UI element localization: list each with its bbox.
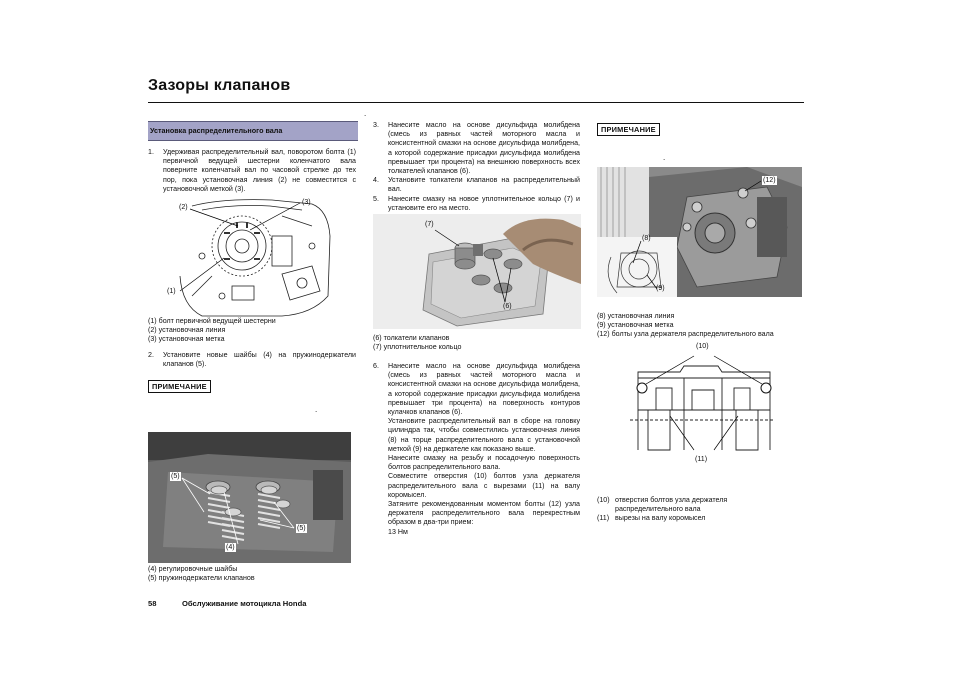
step-number: 3.: [373, 121, 379, 129]
fig4-label-9: (9): [656, 284, 665, 292]
bolt-holes-diagram: [630, 350, 775, 462]
caption-item: (5) пружинодержатели клапанов: [148, 574, 255, 583]
step-text: Удерживая распределительный вал, поворотом болта (1) первичной ведущей шестерни коленчатого вала поверните коленчатый вал по часовой стрелке до тех пор, пока установочная линия (2) не совместится с установочной меткой (3).: [163, 148, 356, 193]
caption-item: [597, 514, 802, 523]
caption-item: [597, 496, 802, 514]
fig5-captions: [597, 496, 802, 524]
fig1-label-1: (1): [167, 287, 176, 295]
fig4-captions: [597, 312, 774, 340]
fig4-label-12: (12): [763, 176, 776, 184]
fig4-label-8: (8): [642, 234, 651, 242]
camshaft-holder-photo: [597, 167, 802, 297]
fig3-captions: [373, 334, 461, 352]
step-paragraph: Установите распределительный вал в сборе на головку цилиндра так, чтобы совместились установочная линия (8) на торце распределительного вала с установочной меткой (9) на держателе как показано выше.: [388, 417, 580, 453]
caption-item: (4) регулировочные шайбы: [148, 565, 238, 573]
caption-item: (2) установочная линия: [148, 326, 226, 335]
fig2-label-5b: (5): [297, 524, 306, 532]
step-number: 4.: [373, 176, 379, 185]
page-title: Зазоры клапанов: [148, 77, 291, 94]
tappets-photo: [373, 214, 581, 329]
step-text: Нанесите смазку на новое уплотнительное кольцо (7) и установите его на место.: [388, 194, 580, 212]
page-number: 58: [148, 599, 157, 608]
step-2: [148, 351, 356, 369]
caption-number: (11): [597, 514, 610, 523]
step-text: Установите толкатели клапанов на распределительный вал.: [388, 176, 580, 194]
fig5-label-10: (10): [696, 342, 709, 350]
caption-number: (10): [597, 496, 610, 504]
step-number: 1.: [148, 148, 154, 156]
step-3: [373, 121, 580, 176]
step-6: [373, 362, 580, 537]
footer-title: Обслуживание мотоцикла Honda: [182, 599, 307, 608]
crankshaft-figure: [162, 196, 334, 318]
fig1-label-3: (3): [302, 198, 311, 206]
note-label: ПРИМЕЧАНИЕ: [597, 123, 660, 136]
step-text: Установите новые шайбы (4) на пружинодержатели клапанов (5).: [163, 351, 356, 369]
caption-text: отверстия болтов узла держателя распределительного вала: [615, 496, 728, 514]
step-number: 5.: [373, 194, 379, 203]
step-paragraph: Затяните рекомендованным моментом болты (12) узла держателя распределительного вала перекрестным образом в два-три прием:: [388, 500, 580, 527]
stray-dot: .: [315, 405, 318, 414]
caption-item: (7) уплотнительное кольцо: [373, 343, 462, 352]
caption-item: (12) болты узла держателя распределительного вала: [597, 330, 774, 339]
caption-item: (1) болт первичной ведущей шестерни: [148, 317, 276, 325]
step-5: [373, 195, 580, 213]
fig2-captions: [148, 565, 255, 583]
header-rule: [148, 102, 804, 103]
step-paragraph: Нанесите смазку на резьбу и посадочную поверхность болтов распределительного вала.: [388, 454, 580, 472]
fig1-label-2: (2): [179, 203, 188, 211]
fig3-label-7: (7): [425, 220, 434, 228]
caption-item: (6) толкатели клапанов: [373, 334, 450, 342]
caption-item: (9) установочная метка: [597, 321, 674, 330]
steps-3-5: [373, 121, 580, 213]
fig5-label-11: (11): [695, 455, 708, 463]
step-text: Нанесите масло на основе дисульфида молибдена (смесь из равных частей моторного масла и консистентной смазки на основе дисульфида молибдена, а которой содержание присадки дисульфида молибдена превышает три процента) на внешнюю поверхность всех толкателей клапанов (6).: [388, 121, 580, 176]
step-paragraph: Нанесите масло на основе дисульфида молибдена (смесь из равных частей моторного масла и консистентной смазки на основе дисульфида молибдена, а которой содержание присадки дисульфида молибдена превышает три процента) на поверхность контуров кулачков клапанов (6).: [388, 362, 580, 417]
torque-value: 13 Нм: [388, 527, 408, 536]
step-paragraph: Совместите отверстия (10) болтов узла держателя распределительного вала с вырезами (11) на валу коромысел.: [388, 472, 580, 499]
note-label: ПРИМЕЧАНИЕ: [148, 380, 211, 393]
caption-item: (8) установочная линия: [597, 312, 675, 320]
step-1: [148, 148, 356, 194]
fig1-captions: [148, 317, 276, 345]
caption-text: вырезы на валу коромысел: [615, 514, 706, 523]
step-number: 2.: [148, 351, 154, 359]
valve-retainer-photo: [148, 432, 351, 563]
step-number: 6.: [373, 362, 379, 370]
section-title: Установка распределительного вала: [148, 121, 358, 141]
step-text: [388, 362, 580, 537]
fig2-label-5a: (5): [171, 472, 180, 480]
caption-item: (3) установочная метка: [148, 335, 225, 344]
fig2-label-4: (4): [226, 543, 235, 551]
stray-dot: .: [364, 109, 367, 118]
step-4: [373, 176, 580, 194]
stray-dot: .: [663, 153, 666, 162]
fig3-label-6: (6): [503, 302, 512, 310]
